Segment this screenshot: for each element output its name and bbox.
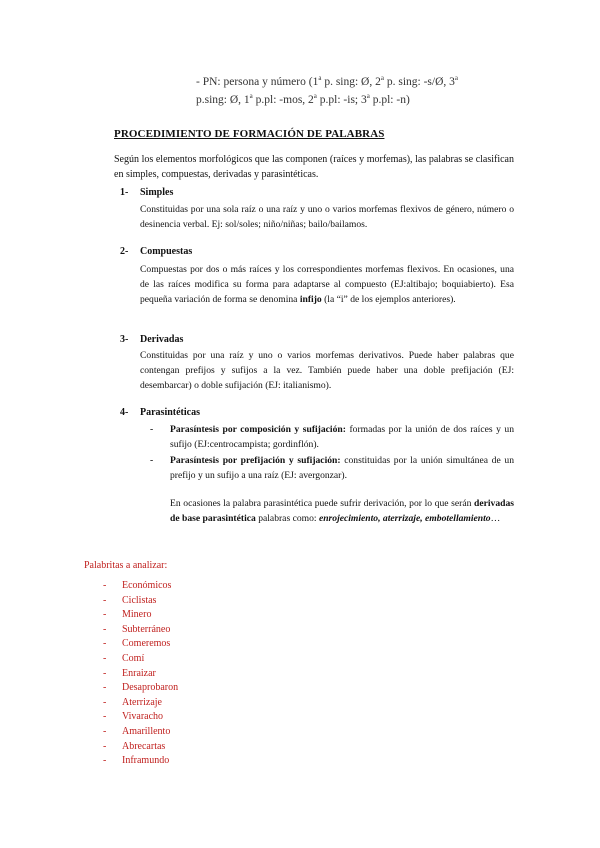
subitem-prefijacion [150, 453, 514, 483]
parasintetica-note [150, 496, 514, 526]
section-number: 2- [120, 246, 129, 257]
pn-text: p. sing: -s/Ø, 3 [383, 75, 455, 88]
subitem-composicion [150, 422, 514, 452]
list-item-word: Desaprobaron [122, 682, 179, 694]
list-item [103, 652, 178, 667]
pn-sup: a [366, 92, 370, 100]
list-item-dash: - [103, 638, 107, 650]
note-example: embotellamiento [425, 513, 491, 524]
list-item [103, 608, 178, 623]
section-number: 4- [120, 407, 129, 418]
list-item-word: Inframundo [122, 755, 170, 767]
section-title-text: Parasintéticas [140, 407, 200, 418]
note-part: palabras como: [255, 513, 319, 524]
list-item-dash: - [103, 696, 107, 708]
list-item [103, 725, 178, 740]
list-item-word: Económicos [122, 580, 172, 591]
list-item [103, 637, 178, 652]
subitem-dash: - [150, 424, 154, 435]
list-item-dash: - [103, 755, 107, 767]
note-example: enrojecimiento, [318, 513, 381, 524]
pn-text: p.pl: -n) [369, 93, 410, 106]
list-item-word: Enraizar [122, 667, 156, 679]
list-item [103, 667, 178, 682]
pn-sup: a [380, 74, 384, 82]
list-item [103, 710, 178, 725]
section-title-text: Compuestas [140, 246, 193, 257]
body-bold-term: infijo [299, 294, 322, 305]
body-text: Compuestas por dos o más raíces y los correspondientes morfemas flexivos. En ocasiones, una de las raíces modifica su forma para adaptarse al compuesto (EJ:altibajo; boquiabierto). Esa pequeña variación de forma se denomina [140, 264, 514, 305]
list-item-dash: - [103, 725, 107, 737]
section-title-text: Simples [140, 187, 174, 198]
list-item-dash: - [103, 740, 107, 752]
pn-sup: a [454, 74, 458, 82]
list-item [103, 754, 178, 769]
section-heading: PROCEDIMIENTO DE FORMACIÓN DE PALABRAS [114, 128, 385, 140]
subitem-bold-term: Parasíntesis por prefijación y sufijación: [170, 455, 341, 466]
pn-text: p.pl: -mos, 2 [252, 93, 314, 106]
list-item [103, 681, 178, 696]
note-example: aterrizaje, [382, 513, 423, 524]
section-body-derivadas: Constituidas por una raíz y uno o varios morfemas derivativos. Puede haber palabras que contengan prefijos y sufijos a la vez. También puede haber una doble prefijación (EJ: desembarcar) o doble sufijación (EJ: italianismo). [140, 350, 514, 391]
list-item-word: Amarillento [122, 725, 171, 737]
list-item [103, 696, 178, 711]
subitem-dash: - [150, 455, 154, 466]
list-item-word: Ciclistas [122, 594, 157, 606]
note-part: En ocasiones la palabra parasintética puede sufrir derivación, por lo que serán [170, 498, 475, 509]
section-title-text: Derivadas [140, 334, 184, 345]
subitem-description: formadas por la unión de dos raíces y un sufijo (EJ:centrocampista; gordinflón). [170, 424, 514, 450]
analysis-word-list [103, 579, 178, 769]
pn-sup: a [249, 92, 253, 100]
pn-text: - PN: persona y número (1 [196, 75, 319, 88]
section-title-simples [120, 187, 173, 198]
section-number: 3- [120, 334, 129, 345]
subitem-description: constituidas por la unión simultánea de un prefijo y un sufijo a una raíz (EJ: avergonzar). [170, 455, 514, 481]
list-item-dash: - [103, 623, 107, 635]
list-item-word: Aterrizaje [122, 696, 162, 708]
note-text [170, 496, 514, 526]
list-item-word: Abrecartas [122, 740, 166, 752]
pn-sup: a [313, 92, 317, 100]
list-item-dash: - [103, 682, 107, 694]
section-title-compuestas [120, 246, 192, 257]
list-item-dash: - [103, 609, 107, 621]
list-item-word: Comeremos [122, 638, 171, 650]
pn-text: p.sing: Ø, 1 [196, 93, 250, 106]
list-item-dash: - [103, 594, 107, 606]
list-item [103, 594, 178, 609]
pn-text: p.pl: -is; 3 [316, 93, 367, 106]
list-item-dash: - [103, 580, 107, 591]
list-item-word: Vivaracho [122, 711, 164, 723]
pn-line-2 [196, 88, 516, 109]
list-item-dash: - [103, 667, 107, 679]
pn-sup: a [318, 74, 322, 82]
intro-paragraph: Según los elementos morfológicos que las componen (raíces y morfemas), las palabras se clasifican en simples, compuestas, derivadas y parasintéticas. [114, 154, 514, 180]
analysis-title: Palabritas a analizar: [84, 560, 168, 571]
body-text: (la “i” de los ejemplos anteriores). [321, 294, 456, 305]
pn-text: p. sing: Ø, 2 [321, 75, 381, 88]
note-part: … [490, 513, 501, 524]
note-bold-term: derivadas de base parasintética [170, 498, 514, 524]
list-item [103, 579, 178, 594]
subitem-text [170, 422, 514, 452]
list-item-word: Subterráneo [122, 623, 171, 635]
list-item-word: Minero [122, 609, 152, 621]
section-title-derivadas [120, 334, 183, 345]
list-item-dash: - [103, 711, 107, 723]
list-item [103, 740, 178, 755]
subitem-bold-term: Parasíntesis por composición y sufijación: [170, 424, 346, 435]
section-body-simples: Constituidas por una sola raíz o una raíz y uno o varios morfemas flexivos de género, número o desinencia verbal. Ej: sol/soles; niño/niñas; bailo/bailamos. [140, 204, 514, 230]
list-item-word: Comí [122, 652, 145, 664]
subitem-text [170, 453, 514, 483]
list-item [103, 623, 178, 638]
section-title-parasinteticas [120, 407, 200, 418]
section-body-compuestas [140, 262, 514, 307]
list-item-dash: - [103, 652, 107, 664]
section-number: 1- [120, 187, 129, 198]
